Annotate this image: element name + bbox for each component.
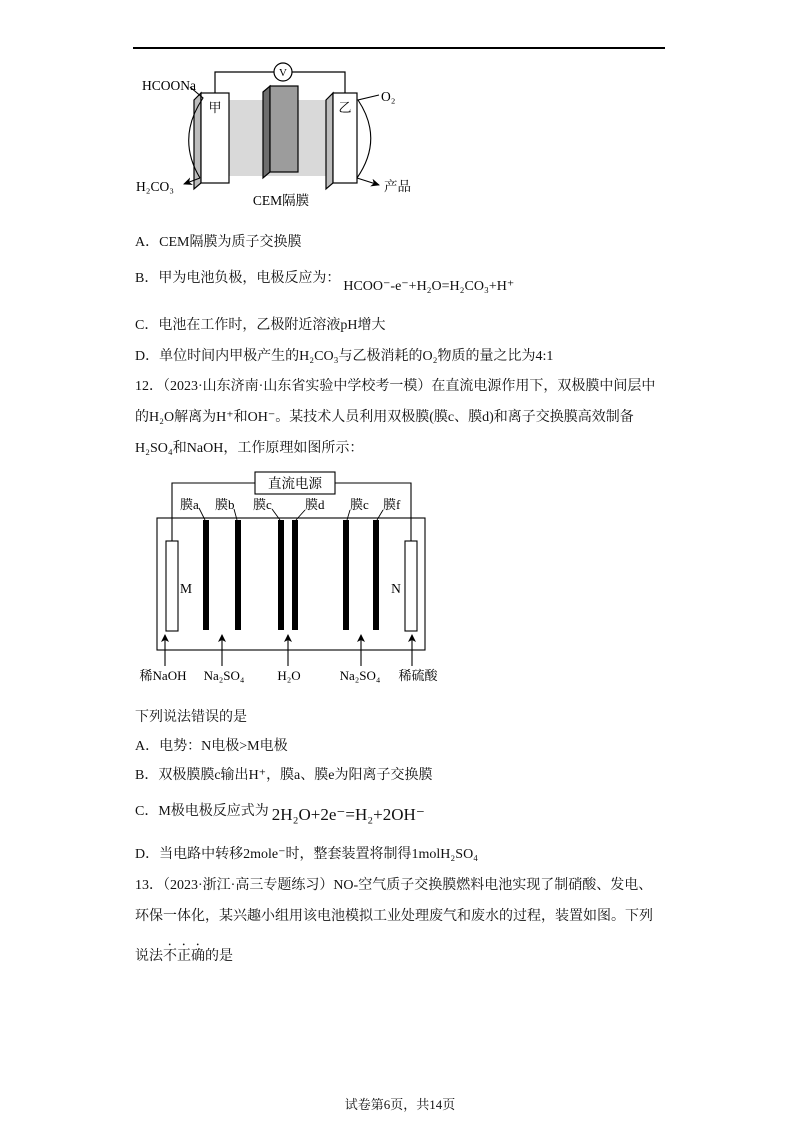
formula: 2mole⁻ [243,847,286,862]
membrane-f [373,520,379,630]
inlet-label-naoh: 稀NaOH [139,668,187,683]
fuel-cell-diagram [128,55,428,220]
stem-text: ，工作原理如图所示： [223,441,364,456]
top-rule [133,47,665,49]
stem-text: 和 [172,441,187,456]
voltmeter-label: V [279,67,287,79]
q12-stem-line-1 [135,377,655,397]
right-outflow-arrow [357,178,379,185]
q11-option-d [135,347,553,367]
q12-option-a [135,737,288,757]
electrolysis-tank [157,518,425,650]
formula: H₂SO₄ [135,441,173,456]
option-text: D．当电路中转移 [135,847,244,862]
stem-text: 。某技术人员利用双极膜(膜c、膜d)和离子交换膜高效制备 [275,410,634,425]
formula: 1molH₂SO₄ [411,847,479,862]
option-text: B．甲为电池负极，电极反应为： [135,271,341,286]
electrode-m-label: M [179,581,193,596]
electrode-equation: 2H₂O+2e⁻=H₂+2OH⁻ [271,805,425,824]
q12-option-b [135,766,433,786]
option-text: A．电势：N电极>M电极 [135,739,288,754]
option-text: C．M极电极反应式为 [135,804,269,819]
inlet-label-water: H₂O [277,668,301,683]
membrane-a [203,520,209,630]
option-text: B．双极膜膜c输出 [135,768,249,783]
inlet-label-na2so4-right: Na₂SO₄ [339,668,381,683]
stem-text: 说法 [135,949,163,964]
membrane-label-c: 膜c [253,497,272,512]
formula: H⁺ [216,410,234,425]
option-text: 时，整套装置将制得 [285,847,412,862]
membrane-d [292,520,298,630]
reactant-label: HCOONa [142,78,196,93]
ratio: 4:1 [535,349,554,364]
membrane-label-c-second: 膜c [350,497,369,512]
membrane-label-f: 膜f [383,497,401,512]
gas-label: O₂ [381,89,396,104]
stem-text: 环保一体化，某兴趣小组用该电池模拟工业处理废气和废水的过程，装置如图。下列 [135,909,653,924]
stem-text: 的 [135,410,149,425]
q13-stem-line-3 [135,941,233,964]
left-product-label: H₂CO₃ [136,179,174,194]
membrane-label: CEM隔膜 [252,193,310,208]
formula: O₂ [422,349,438,364]
stem-text: 的是 [205,949,233,964]
emphasized-text: 不正确 [163,949,205,964]
q12-stem-line-2 [135,408,634,428]
option-text: C．电池在工作时，乙极附近溶液pH增大 [135,318,386,333]
left-electrode-label: 甲 [208,100,222,115]
stem-text: 13．（2023·浙江·高三专题练习）NO-空气质子交换膜燃料电池实现了制硝酸、发电、 [135,878,653,893]
q12-option-d [135,845,478,865]
formula: OH⁻ [247,410,276,425]
formula: H₂O [149,410,175,425]
right-electrode-label: 乙 [338,100,352,115]
inlet-label-h2so4: 稀硫酸 [398,668,438,683]
right-electrode-side [326,93,333,189]
formula: H₂CO₃ [299,349,339,364]
stem-text: 和 [233,410,248,425]
inlet-label-na2so4-left: Na₂SO₄ [203,668,245,683]
prompt-text: 下列说法错误的是 [135,710,247,725]
electrode-equation: HCOO⁻-e⁻+H₂O=H₂CO₃+H⁺ [343,279,515,294]
cem-membrane [270,86,298,172]
right-flow-curve [357,95,379,178]
electrode-m [166,541,178,631]
membrane-c [278,520,284,630]
membrane-label-b: 膜b [215,497,235,512]
q12-option-c [135,800,425,824]
right-product-label: 产品 [384,179,411,194]
q11-option-c [135,316,385,336]
bipolar-membrane-diagram [128,465,458,693]
formula: NaOH [186,441,224,456]
option-text: A．CEM隔膜为质子交换膜 [135,235,302,250]
q11-option-b [135,269,515,294]
option-text: 与乙极消耗的 [338,349,423,364]
power-supply-label: 直流电源 [268,476,322,491]
stem-text: 12．（2023·山东济南·山东省实验中学校考一模）在直流电源作用下，双极膜中间层中 [135,379,656,394]
option-text: ，膜a、膜e为阳离子交换膜 [266,768,433,783]
q13-stem-line-2 [135,907,653,927]
membrane-b [235,520,241,630]
formula: H⁺ [248,768,267,783]
q12-stem-line-3 [135,439,363,459]
electrode-n [405,541,417,631]
q11-option-a [135,233,301,253]
membrane-label-a: 膜a [180,497,199,512]
electrode-n-label: N [391,581,401,596]
option-text: D．单位时间内甲极产生的 [135,349,300,364]
page-footer: 试卷第6页，共14页 [344,1097,456,1112]
cem-membrane-side [263,86,270,178]
option-text: 物质的量之比为 [437,349,536,364]
q12-prompt [135,708,247,728]
membrane-label-d: 膜d [305,497,325,512]
q13-stem-line-1 [135,876,652,896]
membrane-c-second [343,520,349,630]
stem-text: 解离为 [174,410,217,425]
